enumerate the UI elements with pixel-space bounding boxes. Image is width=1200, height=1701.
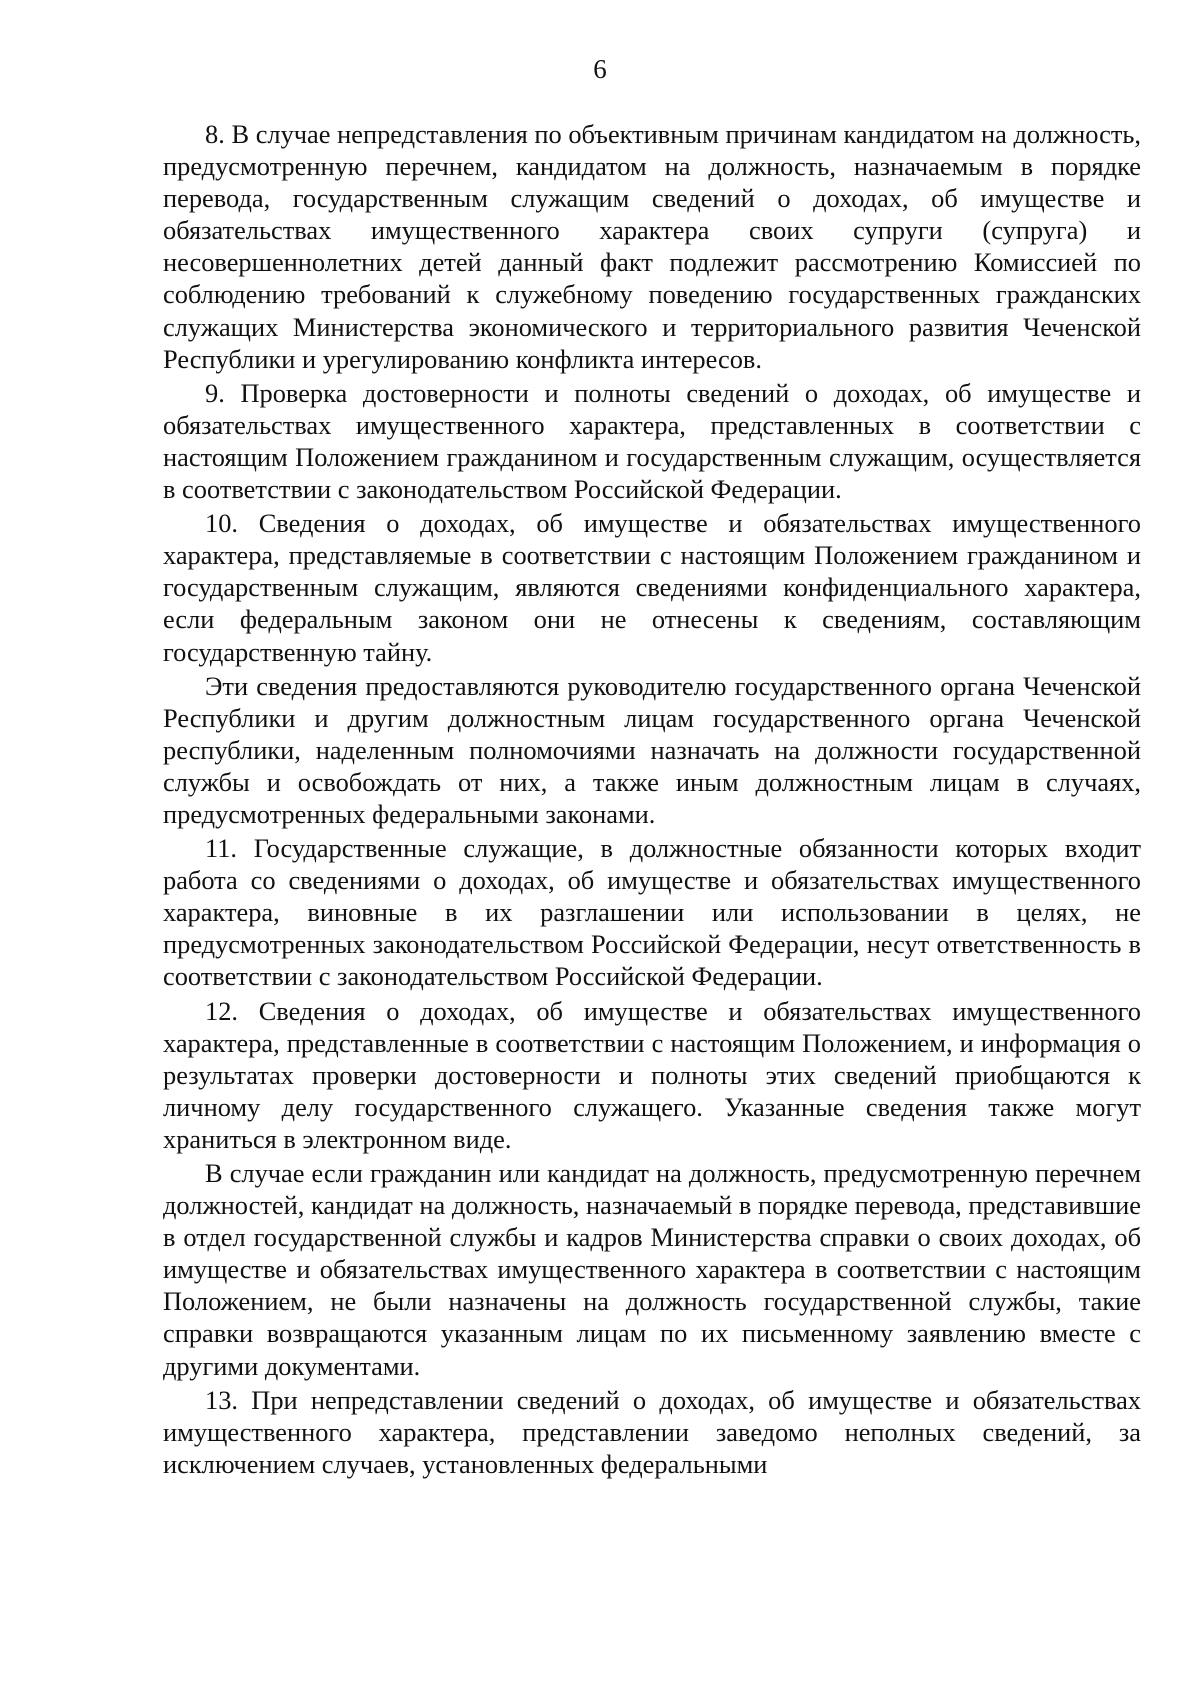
paragraph-12: 12. Сведения о доходах, об имуществе и обязательствах имущественного характера, представленные в соответствии с настоящим Положением, и информация о результатах проверки достоверности и полноты этих сведений приобщаются к личному делу государственного служащего. Указанные сведения также могут храниться в электронном виде. [163,995,1141,1154]
paragraph-13: 13. При непредставлении сведений о доходах, об имуществе и обязательствах имущественного характера, представлении заведомо неполных сведений, за исключением случаев, установленных федеральными [163,1384,1141,1479]
paragraph-12-continuation: В случае если гражданин или кандидат на должность, предусмотренную перечнем должностей, кандидат на должность, назначаемый в порядке перевода, представившие в отдел государственной службы и кадров Министерства справки о своих доходах, об имуществе и обязательствах имущественного характера в соответствии с настоящим Положением, не были назначены на должность государственной службы, такие справки возвращаются указанным лицам по их письменному заявлению вместе с другими документами. [163,1158,1141,1381]
paragraph-10-continuation: Эти сведения предоставляются руководителю государственного органа Чеченской Республики и другим должностным лицам государственного органа Чеченской республики, наделенным полномочиями назначать на должности государственной службы и освобождать от них, а также иным должностным лицам в случаях, предусмотренных федеральными законами. [163,670,1141,829]
paragraph-11: 11. Государственные служащие, в должностные обязанности которых входит работа со сведениями о доходах, об имуществе и обязательствах имущественного характера, виновные в их разглашении или использовании в целях, не предусмотренных законодательством Российской Федерации, несут ответственность в соответствии с законодательством Российской Федерации. [163,833,1141,992]
paragraph-9: 9. Проверка достоверности и полноты сведений о доходах, об имуществе и обязательствах имущественного характера, представленных в соответствии с настоящим Положением гражданином и государственным служащим, осуществляется в соответствии с законодательством Российской Федерации. [163,377,1141,505]
page-number: 6 [593,54,607,84]
paragraph-10: 10. Сведения о доходах, об имуществе и обязательствах имущественного характера, представляемые в соответствии с настоящим Положением гражданином и государственным служащим, являются сведениями конфиденциального характера, если федеральным законом они не отнесены к сведениям, составляющим государственную тайну. [163,508,1141,667]
document-body [163,118,1141,1482]
paragraph-8: 8. В случае непредставления по объективным причинам кандидатом на должность, предусмотренную перечнем, кандидатом на должность, назначаемым в порядке перевода, государственным служащим сведений о доходах, об имуществе и обязательствах имущественного характера своих супруги (супруга) и несовершеннолетних детей данный факт подлежит рассмотрению Комиссией по соблюдению требований к служебному поведению государственных гражданских служащих Министерства экономического и территориального развития Чеченской Республики и урегулированию конфликта интересов. [163,119,1141,374]
